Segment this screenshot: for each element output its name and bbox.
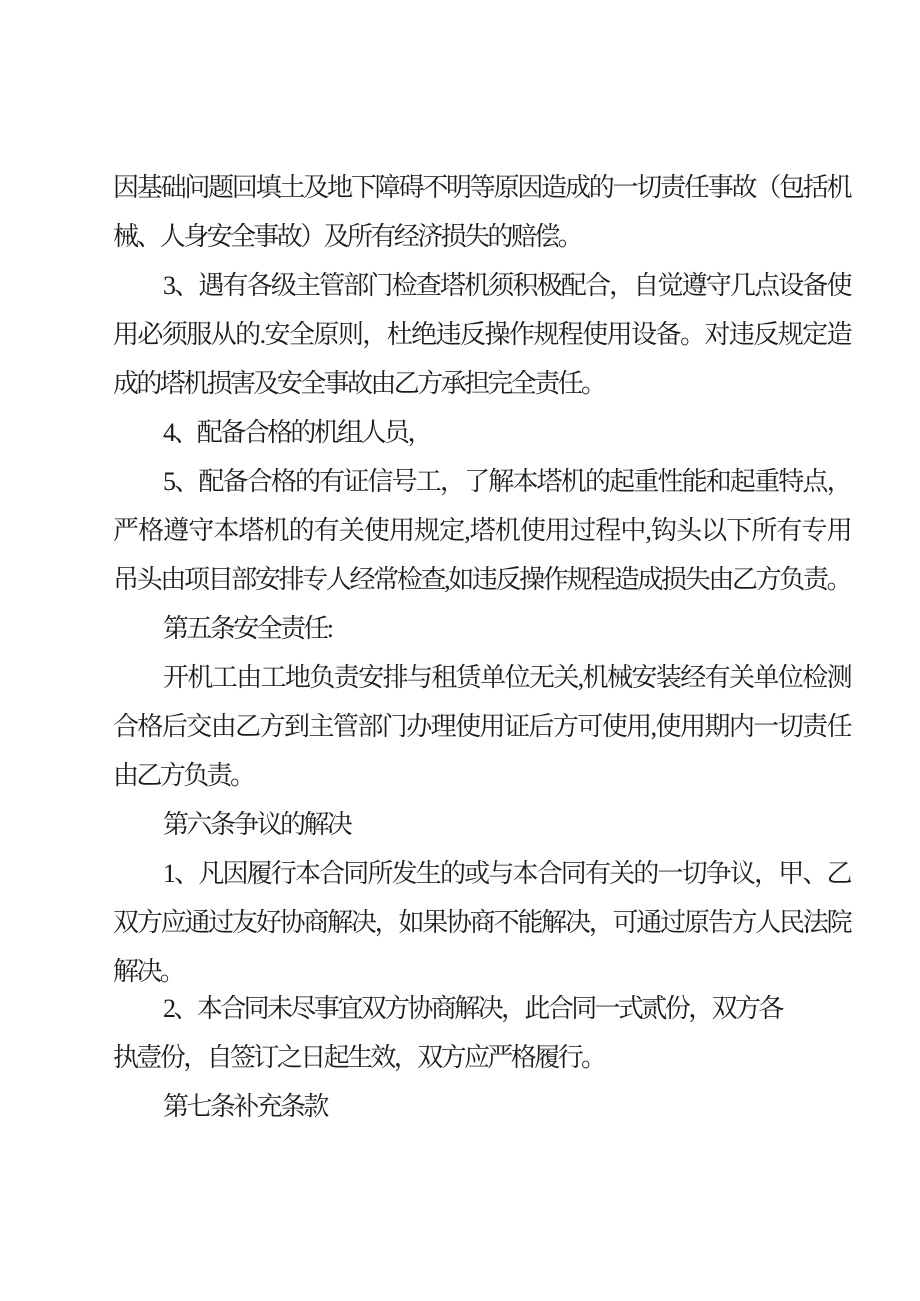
text-line: 双方应通过友好协商解决，如果协商不能解决，可通过原告方人民法院 — [113, 908, 850, 937]
text-line: 用必须服从的.安全原则，杜绝违反操作规程使用设备。对违反规定造 — [113, 320, 850, 349]
text-line: 1、凡因履行本合同所发生的或与本合同有关的一切争议，甲、乙 — [163, 859, 850, 888]
text-line: 第六条争议的解决 — [163, 810, 351, 839]
text-line: 吊头由项目部安排专人经常检查,如违反操作规程造成损失由乙方负责。 — [113, 565, 850, 594]
document-body — [113, 163, 850, 1131]
text-line: 4、配备合格的机组人员， — [163, 418, 431, 447]
text-line: 第五条安全责任: — [163, 614, 332, 643]
text-line: 成的塔机损害及安全事故由乙方承担完全责任。 — [113, 369, 605, 398]
text-line: 解决。 — [113, 957, 184, 986]
text-line: 因基础问题回填土及地下障碍不明等原因造成的一切责任事故（包括机 — [113, 173, 850, 202]
text-line: 合格后交由乙方到主管部门办理使用证后方可使用,使用期内一切责任 — [113, 712, 850, 741]
text-line: 5、配备合格的有证信号工，了解本塔机的起重性能和起重特点， — [163, 467, 850, 496]
text-line: 开机工由工地负责安排与租赁单位无关,机械安装经有关单位检测 — [163, 663, 850, 692]
text-line: 执壹份，自签订之日起生效，双方应严格履行。 — [113, 1043, 605, 1072]
text-line: 3、遇有各级主管部门检查塔机须积极配合，自觉遵守几点设备使 — [163, 271, 850, 300]
text-line: 第七条补充条款 — [163, 1092, 327, 1121]
text-line: 2、本合同未尽事宜双方协商解决，此合同一式贰份，双方各 — [163, 994, 782, 1023]
text-line: 严格遵守本塔机的有关使用规定,塔机使用过程中,钩头以下所有专用 — [113, 516, 850, 545]
text-line: 由乙方负责。 — [113, 761, 254, 790]
text-line: 械、人身安全事故）及所有经济损失的赔偿。 — [113, 222, 582, 251]
